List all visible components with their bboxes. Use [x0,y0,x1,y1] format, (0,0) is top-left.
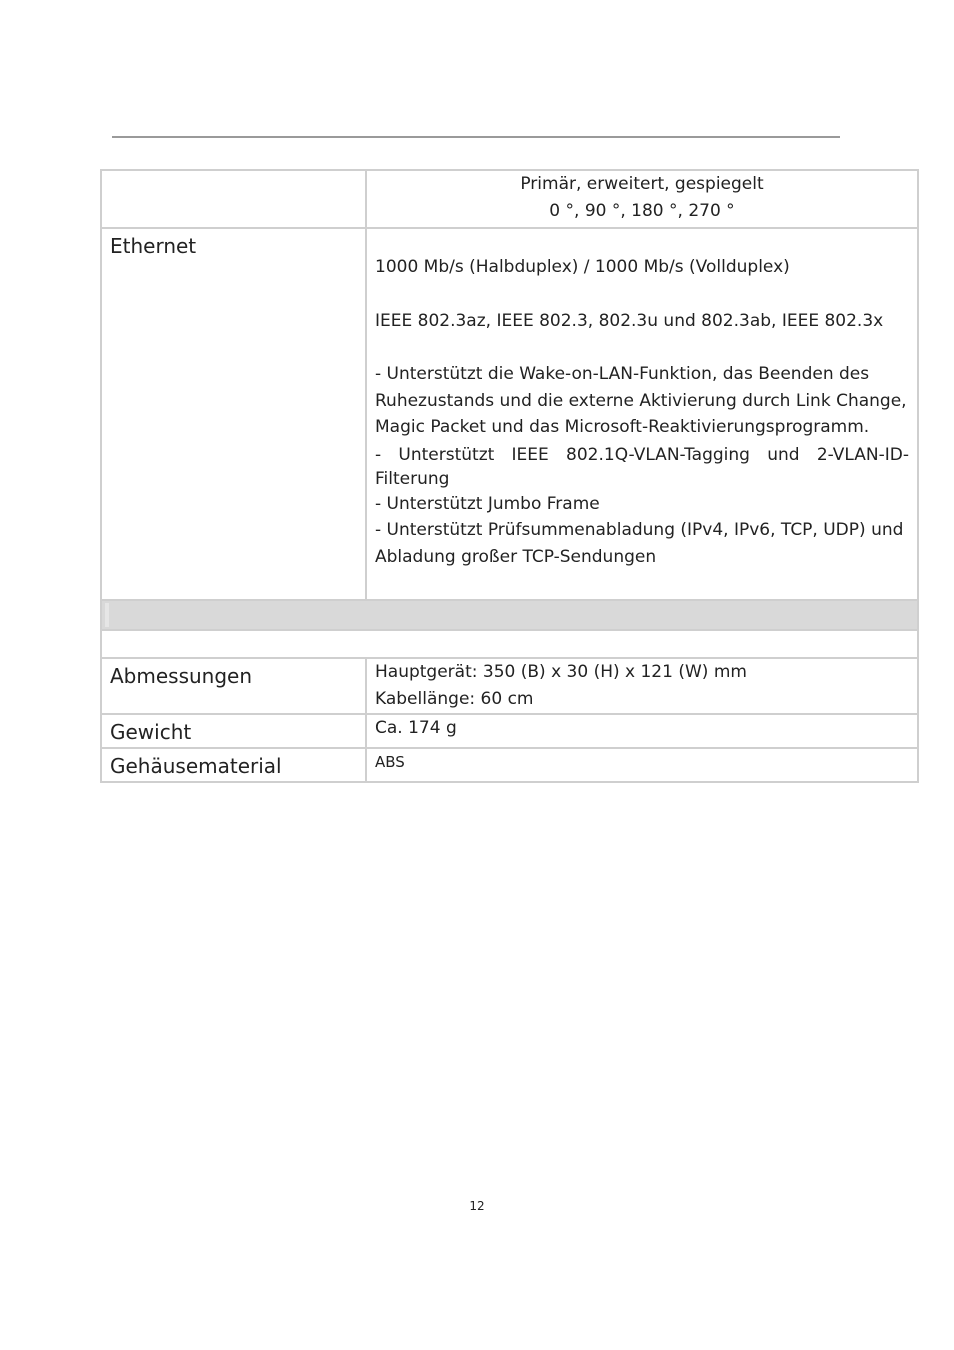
row-value-ethernet [367,229,917,599]
section-header-edge [105,603,109,627]
row-value-orientation [367,171,917,227]
ethernet-feature-offload: - Unterstützt Prüfsummenabladung (IPv4, IPv6, TCP, UDP) und Abladung großer TCP-Sendungen [375,520,904,567]
ethernet-feature-vlan: - Unterstützt IEEE 802.1Q-VLAN-Tagging und 2-VLAN-ID-Filterung [375,444,909,489]
table-row-ethernet [102,229,917,601]
table-row-weight [102,715,917,749]
ethernet-standards: IEEE 802.3az, IEEE 802.3, 802.3u und 802.3ab, IEEE 802.3x [375,310,884,331]
ethernet-speed: 1000 Mb/s (Halbduplex) / 1000 Mb/s (Vollduplex) [375,257,790,277]
row-value-weight: Ca. 174 g [375,718,457,738]
spec-table [100,169,919,783]
page-number: 12 [469,1199,485,1213]
table-row-dimensions [102,659,917,715]
section-header-row [102,601,917,631]
row-label-weight: Gewicht [102,715,367,747]
row-label-orientation [102,171,367,227]
empty-row [102,631,917,659]
row-value-dimensions [367,659,917,713]
table-row-material [102,749,917,781]
row-value-material: ABS [375,753,405,771]
row-label-dimensions: Abmessungen [102,659,367,713]
header-rule [112,136,840,138]
dimensions-cable-length: Kabellänge: 60 cm [375,688,534,709]
row-label-material: Gehäusematerial [102,749,367,781]
orientation-angles: 0 °, 90 °, 180 °, 270 ° [549,201,735,221]
dimensions-main-unit: Hauptgerät: 350 (B) x 30 (H) x 121 (W) mm [375,662,747,682]
row-label-ethernet: Ethernet [102,229,367,599]
orientation-modes: Primär, erweitert, gespiegelt [520,174,764,194]
table-row-orientation [102,171,917,229]
ethernet-feature-jumbo: - Unterstützt Jumbo Frame [375,493,600,514]
ethernet-feature-wol: - Unterstützt die Wake-on-LAN-Funktion, das Beenden des Ruhezustands und die externe Aktivierung durch Link Change, Magic Packet und das Microsoft-Reaktivierungsprogramm. [375,364,907,437]
